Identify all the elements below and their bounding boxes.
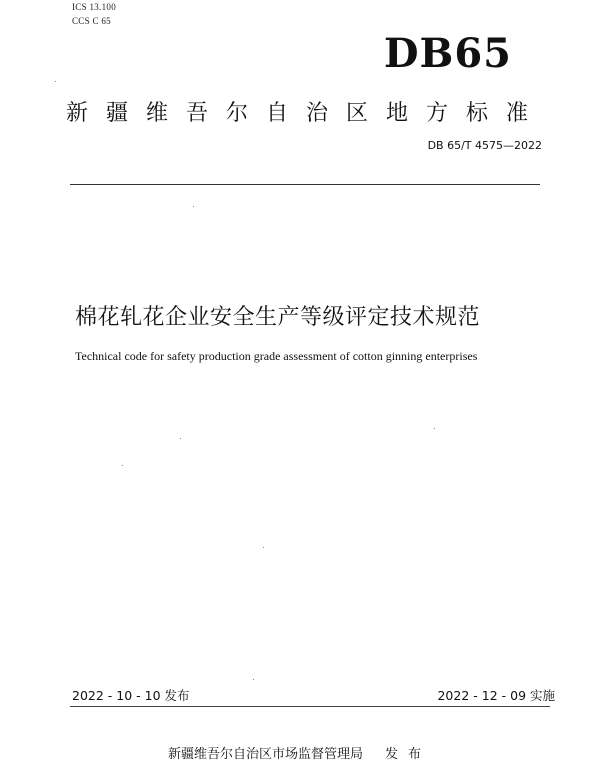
standard-number: DB 65/T 4575—2022 xyxy=(427,139,542,152)
scan-speck xyxy=(434,428,435,429)
scan-speck xyxy=(263,547,264,548)
bottom-divider xyxy=(70,706,550,707)
ccs-code: CCS C 65 xyxy=(72,16,111,26)
scan-speck xyxy=(180,438,181,439)
issuer-name: 新疆维吾尔自治区市场监督管理局 xyxy=(168,747,364,762)
scan-speck xyxy=(122,465,123,466)
top-divider xyxy=(70,184,540,185)
ics-code: ICS 13.100 xyxy=(72,2,117,12)
document-title-en: Technical code for safety production grade assessment of cotton ginning enterprises xyxy=(75,349,478,363)
standard-category-title: 新疆维吾尔自治区地方标准 xyxy=(66,101,547,126)
db-logo: DB65 xyxy=(383,30,512,77)
scan-speck xyxy=(253,679,254,680)
scan-speck xyxy=(55,81,56,82)
document-title-zh: 棉花轧花企业安全生产等级评定技术规范 xyxy=(75,305,481,330)
issue-date: 2022 - 10 - 10 发布 xyxy=(72,688,190,703)
issuer-line xyxy=(168,743,431,762)
issuer-action: 发布 xyxy=(385,747,432,762)
implementation-date: 2022 - 12 - 09 实施 xyxy=(437,688,555,703)
scan-speck xyxy=(193,206,194,207)
